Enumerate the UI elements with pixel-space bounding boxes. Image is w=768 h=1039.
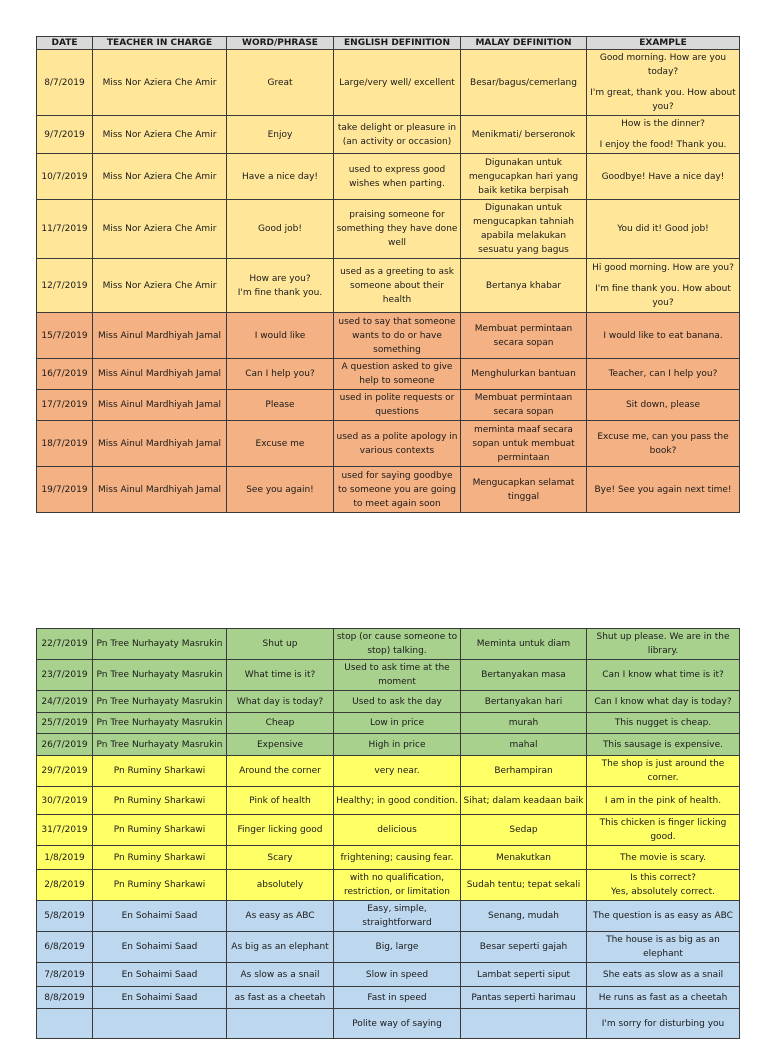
example-line-1: How is the dinner? bbox=[621, 119, 705, 129]
cell-malay: Lambat seperti siput bbox=[461, 963, 587, 987]
cell-date: 12/7/2019 bbox=[37, 259, 93, 313]
cell-english: used to say that someone wants to do or have something bbox=[334, 313, 461, 359]
example-line-1: Bye! See you again next time! bbox=[594, 484, 732, 495]
cell-date: 8/7/2019 bbox=[37, 50, 93, 116]
cell-teacher: En Sohaimi Saad bbox=[93, 963, 227, 987]
cell-teacher: Miss Ainul Mardhiyah Jamal bbox=[93, 467, 227, 513]
cell-english: Slow in speed bbox=[334, 963, 461, 987]
cell-word: How are you? I'm fine thank you. bbox=[227, 259, 334, 313]
example-line-1: The shop is just around the corner. bbox=[601, 759, 725, 783]
cell-teacher: Pn Ruminy Sharkawi bbox=[93, 870, 227, 901]
cell-date: 8/8/2019 bbox=[37, 987, 93, 1009]
cell-english: High in price bbox=[334, 734, 461, 756]
cell-malay: Bertanyakan masa bbox=[461, 660, 587, 691]
header-malay: MALAY DEFINITION bbox=[461, 37, 587, 50]
cell-example bbox=[587, 932, 740, 963]
cell-english: Fast in speed bbox=[334, 987, 461, 1009]
table-row bbox=[37, 421, 740, 467]
cell-date: 19/7/2019 bbox=[37, 467, 93, 513]
example-line-1: The house is as big as an elephant bbox=[606, 935, 720, 959]
example-line-1: The movie is scary. bbox=[620, 852, 706, 863]
cell-english: delicious bbox=[334, 815, 461, 846]
cell-word: absolutely bbox=[227, 870, 334, 901]
cell-english: Used to ask time at the moment bbox=[334, 660, 461, 691]
cell-word: Finger licking good bbox=[227, 815, 334, 846]
cell-word: As big as an elephant bbox=[227, 932, 334, 963]
cell-teacher: Miss Nor Aziera Che Amir bbox=[93, 116, 227, 154]
cell-malay: Besar seperti gajah bbox=[461, 932, 587, 963]
cell-malay: Menikmati/ berseronok bbox=[461, 116, 587, 154]
cell-example bbox=[587, 390, 740, 421]
cell-teacher: Pn Ruminy Sharkawi bbox=[93, 815, 227, 846]
table-row bbox=[37, 629, 740, 660]
cell-example bbox=[587, 200, 740, 259]
cell-example bbox=[587, 756, 740, 787]
cell-malay: Senang, mudah bbox=[461, 901, 587, 932]
example-line-1: Excuse me, can you pass the book? bbox=[597, 431, 729, 456]
cell-teacher: Miss Nor Aziera Che Amir bbox=[93, 200, 227, 259]
cell-teacher: Miss Ainul Mardhiyah Jamal bbox=[93, 390, 227, 421]
table-row bbox=[37, 987, 740, 1009]
cell-teacher: En Sohaimi Saad bbox=[93, 932, 227, 963]
example-line-2: I enjoy the food! Thank you. bbox=[599, 140, 727, 150]
cell-word: See you again! bbox=[227, 467, 334, 513]
cell-date: 23/7/2019 bbox=[37, 660, 93, 691]
cell-teacher: Pn Ruminy Sharkawi bbox=[93, 787, 227, 815]
cell-date: 31/7/2019 bbox=[37, 815, 93, 846]
cell-word: Scary bbox=[227, 846, 334, 870]
cell-example bbox=[587, 691, 740, 713]
cell-example bbox=[587, 734, 740, 756]
header-row bbox=[37, 37, 740, 50]
example-line-1: Is this correct? Yes, absolutely correct. bbox=[610, 873, 715, 897]
cell-english: take delight or pleasure in (an activity or occasion) bbox=[334, 116, 461, 154]
cell-word: Good job! bbox=[227, 200, 334, 259]
example-line-1: Hi good morning. How are you? bbox=[592, 263, 734, 273]
cell-malay: Membuat permintaan secara sopan bbox=[461, 313, 587, 359]
example-line-1: I am in the pink of health. bbox=[604, 795, 722, 806]
cell-example bbox=[587, 787, 740, 815]
cell-english: Low in price bbox=[334, 713, 461, 734]
cell-date: 11/7/2019 bbox=[37, 200, 93, 259]
cell-malay: Mengucapkan selamat tinggal bbox=[461, 467, 587, 513]
example-line-1: The question is as easy as ABC bbox=[593, 911, 733, 921]
cell-english: used as a greeting to ask someone about their health bbox=[334, 259, 461, 313]
cell-word: What day is today? bbox=[227, 691, 334, 713]
cell-teacher: Pn Ruminy Sharkawi bbox=[93, 846, 227, 870]
cell-english: used to express good wishes when parting. bbox=[334, 154, 461, 200]
cell-word: What time is it? bbox=[227, 660, 334, 691]
cell-teacher: En Sohaimi Saad bbox=[93, 901, 227, 932]
cell-date: 6/8/2019 bbox=[37, 932, 93, 963]
cell-english: Used to ask the day bbox=[334, 691, 461, 713]
cell-malay: Bertanya khabar bbox=[461, 259, 587, 313]
table-row bbox=[37, 932, 740, 963]
cell-word: Shut up bbox=[227, 629, 334, 660]
cell-english: used in polite requests or questions bbox=[334, 390, 461, 421]
table-row bbox=[37, 963, 740, 987]
example-line-1: This sausage is expensive. bbox=[602, 739, 724, 750]
cell-malay: meminta maaf secara sopan untuk membuat permintaan bbox=[461, 421, 587, 467]
example-line-1: Can I know what time is it? bbox=[602, 670, 724, 680]
cell-example bbox=[587, 987, 740, 1009]
cell-example bbox=[587, 421, 740, 467]
cell-example bbox=[587, 359, 740, 390]
table-row bbox=[37, 846, 740, 870]
header-word: WORD/PHRASE bbox=[227, 37, 334, 50]
cell-example bbox=[587, 313, 740, 359]
cell-english: frightening; causing fear. bbox=[334, 846, 461, 870]
table-row bbox=[37, 713, 740, 734]
cell-date: 26/7/2019 bbox=[37, 734, 93, 756]
example-line-2: I'm great, thank you. How about you? bbox=[590, 88, 736, 112]
example-line-1: She eats as slow as a snail bbox=[602, 969, 724, 980]
cell-malay: Digunakan untuk mengucapkan tahniah apabila melakukan sesuatu yang bagus bbox=[461, 200, 587, 259]
cell-date: 10/7/2019 bbox=[37, 154, 93, 200]
table-row bbox=[37, 870, 740, 901]
cell-example bbox=[587, 846, 740, 870]
cell-date: 30/7/2019 bbox=[37, 787, 93, 815]
cell-word: As easy as ABC bbox=[227, 901, 334, 932]
cell-word: Excuse me bbox=[227, 421, 334, 467]
cell-example bbox=[587, 815, 740, 846]
table-row bbox=[37, 390, 740, 421]
example-line-1: Good morning. How are you today? bbox=[599, 53, 727, 77]
cell-malay: Menakutkan bbox=[461, 846, 587, 870]
example-line-1: This nugget is cheap. bbox=[614, 718, 712, 728]
example-line-1: Can I know what day is today? bbox=[594, 696, 732, 707]
cell-date: 5/8/2019 bbox=[37, 901, 93, 932]
header-english: ENGLISH DEFINITION bbox=[334, 37, 461, 50]
cell-date: 9/7/2019 bbox=[37, 116, 93, 154]
cell-teacher: Miss Nor Aziera Che Amir bbox=[93, 154, 227, 200]
cell-malay: Digunakan untuk mengucapkan hari yang baik ketika berpisah bbox=[461, 154, 587, 200]
table-row bbox=[37, 901, 740, 932]
cell-word: As slow as a snail bbox=[227, 963, 334, 987]
example-line-1: You did it! Good job! bbox=[617, 224, 709, 234]
cell-example bbox=[587, 467, 740, 513]
table-row bbox=[37, 691, 740, 713]
header-teacher: TEACHER IN CHARGE bbox=[93, 37, 227, 50]
cell-teacher: Miss Ainul Mardhiyah Jamal bbox=[93, 421, 227, 467]
cell-malay: mahal bbox=[461, 734, 587, 756]
cell-english: with no qualification, restriction, or limitation bbox=[334, 870, 461, 901]
cell-english: Healthy; in good condition. bbox=[334, 787, 461, 815]
table-row bbox=[37, 200, 740, 259]
cell-teacher: Pn Tree Nurhayaty Masrukin bbox=[93, 691, 227, 713]
cell-malay: Sudah tentu; tepat sekali bbox=[461, 870, 587, 901]
cell-english: Easy, simple, straightforward bbox=[334, 901, 461, 932]
cell-teacher: Miss Nor Aziera Che Amir bbox=[93, 50, 227, 116]
cell-malay: Besar/bagus/cemerlang bbox=[461, 50, 587, 116]
cell-english: Polite way of saying bbox=[334, 1009, 461, 1039]
example-line-1: He runs as fast as a cheetah bbox=[598, 992, 728, 1003]
table-row bbox=[37, 313, 740, 359]
cell-date: 16/7/2019 bbox=[37, 359, 93, 390]
cell-example bbox=[587, 629, 740, 660]
cell-example bbox=[587, 154, 740, 200]
example-line-1: I would like to eat banana. bbox=[603, 330, 723, 341]
table-row bbox=[37, 154, 740, 200]
cell-english: used as a polite apology in various contexts bbox=[334, 421, 461, 467]
cell-malay: Menghulurkan bantuan bbox=[461, 359, 587, 390]
cell-word: I would like bbox=[227, 313, 334, 359]
cell-malay: Sihat; dalam keadaan baik bbox=[461, 787, 587, 815]
cell-teacher: Miss Nor Aziera Che Amir bbox=[93, 259, 227, 313]
cell-example bbox=[587, 116, 740, 154]
cell-example bbox=[587, 870, 740, 901]
table-row bbox=[37, 116, 740, 154]
table-row bbox=[37, 259, 740, 313]
cell-example bbox=[587, 713, 740, 734]
table-row bbox=[37, 815, 740, 846]
cell-english: stop (or cause someone to stop) talking. bbox=[334, 629, 461, 660]
table-row bbox=[37, 359, 740, 390]
cell-malay: Pantas seperti harimau bbox=[461, 987, 587, 1009]
cell-word: Can I help you? bbox=[227, 359, 334, 390]
example-line-1: Goodbye! Have a nice day! bbox=[601, 171, 725, 182]
cell-date: 25/7/2019 bbox=[37, 713, 93, 734]
cell-english: praising someone for something they have done well bbox=[334, 200, 461, 259]
table-row bbox=[37, 734, 740, 756]
cell-example bbox=[587, 259, 740, 313]
cell-example bbox=[587, 901, 740, 932]
cell-word: Expensive bbox=[227, 734, 334, 756]
cell-malay: murah bbox=[461, 713, 587, 734]
vocabulary-table-1 bbox=[36, 36, 740, 513]
cell-teacher: Pn Tree Nurhayaty Masrukin bbox=[93, 734, 227, 756]
header-example: EXAMPLE bbox=[587, 37, 740, 50]
example-line-1: Sit down, please bbox=[625, 400, 701, 410]
cell-teacher: Miss Ainul Mardhiyah Jamal bbox=[93, 359, 227, 390]
cell-date: 24/7/2019 bbox=[37, 691, 93, 713]
cell-date: 29/7/2019 bbox=[37, 756, 93, 787]
table-row bbox=[37, 787, 740, 815]
cell-teacher: Pn Tree Nurhayaty Masrukin bbox=[93, 713, 227, 734]
cell-malay: Sedap bbox=[461, 815, 587, 846]
table-row bbox=[37, 50, 740, 116]
example-line-1: Teacher, can I help you? bbox=[608, 369, 718, 379]
table-row bbox=[37, 660, 740, 691]
cell-malay: Meminta untuk diam bbox=[461, 629, 587, 660]
cell-english: Big, large bbox=[334, 932, 461, 963]
example-line-1: Shut up please. We are in the library. bbox=[596, 632, 730, 656]
table-row bbox=[37, 756, 740, 787]
cell-word: Around the corner bbox=[227, 756, 334, 787]
cell-word: Cheap bbox=[227, 713, 334, 734]
cell-teacher: En Sohaimi Saad bbox=[93, 987, 227, 1009]
cell-word: Have a nice day! bbox=[227, 154, 334, 200]
cell-teacher: Miss Ainul Mardhiyah Jamal bbox=[93, 313, 227, 359]
cell-english: very near. bbox=[334, 756, 461, 787]
table-row bbox=[37, 467, 740, 513]
cell-date: 2/8/2019 bbox=[37, 870, 93, 901]
cell-english: Large/very well/ excellent bbox=[334, 50, 461, 116]
cell-example bbox=[587, 963, 740, 987]
cell-word: Enjoy bbox=[227, 116, 334, 154]
vocabulary-table-2 bbox=[36, 628, 740, 1039]
cell-word: as fast as a cheetah bbox=[227, 987, 334, 1009]
cell-malay: Bertanyakan hari bbox=[461, 691, 587, 713]
cell-teacher: Pn Tree Nurhayaty Masrukin bbox=[93, 629, 227, 660]
cell-date: 1/8/2019 bbox=[37, 846, 93, 870]
cell-word: Great bbox=[227, 50, 334, 116]
example-line-2: I'm fine thank you. How about you? bbox=[595, 284, 731, 308]
cell-date: 7/8/2019 bbox=[37, 963, 93, 987]
header-date: DATE bbox=[37, 37, 93, 50]
cell-word: Pink of health bbox=[227, 787, 334, 815]
cell-date: 17/7/2019 bbox=[37, 390, 93, 421]
example-line-1: This chicken is finger licking good. bbox=[599, 818, 727, 842]
cell-date: 18/7/2019 bbox=[37, 421, 93, 467]
cell-date: 15/7/2019 bbox=[37, 313, 93, 359]
cell-word: Please bbox=[227, 390, 334, 421]
cell-teacher: Pn Tree Nurhayaty Masrukin bbox=[93, 660, 227, 691]
cell-example bbox=[587, 50, 740, 116]
cell-malay: Berhampiran bbox=[461, 756, 587, 787]
cell-malay: Membuat permintaan secara sopan bbox=[461, 390, 587, 421]
cell-english: A question asked to give help to someone bbox=[334, 359, 461, 390]
cell-teacher: Pn Ruminy Sharkawi bbox=[93, 756, 227, 787]
cell-english: used for saying goodbye to someone you are going to meet again soon bbox=[334, 467, 461, 513]
cell-example bbox=[587, 660, 740, 691]
cell-date: 22/7/2019 bbox=[37, 629, 93, 660]
example-line-1: I'm sorry for disturbing you bbox=[601, 1018, 725, 1029]
